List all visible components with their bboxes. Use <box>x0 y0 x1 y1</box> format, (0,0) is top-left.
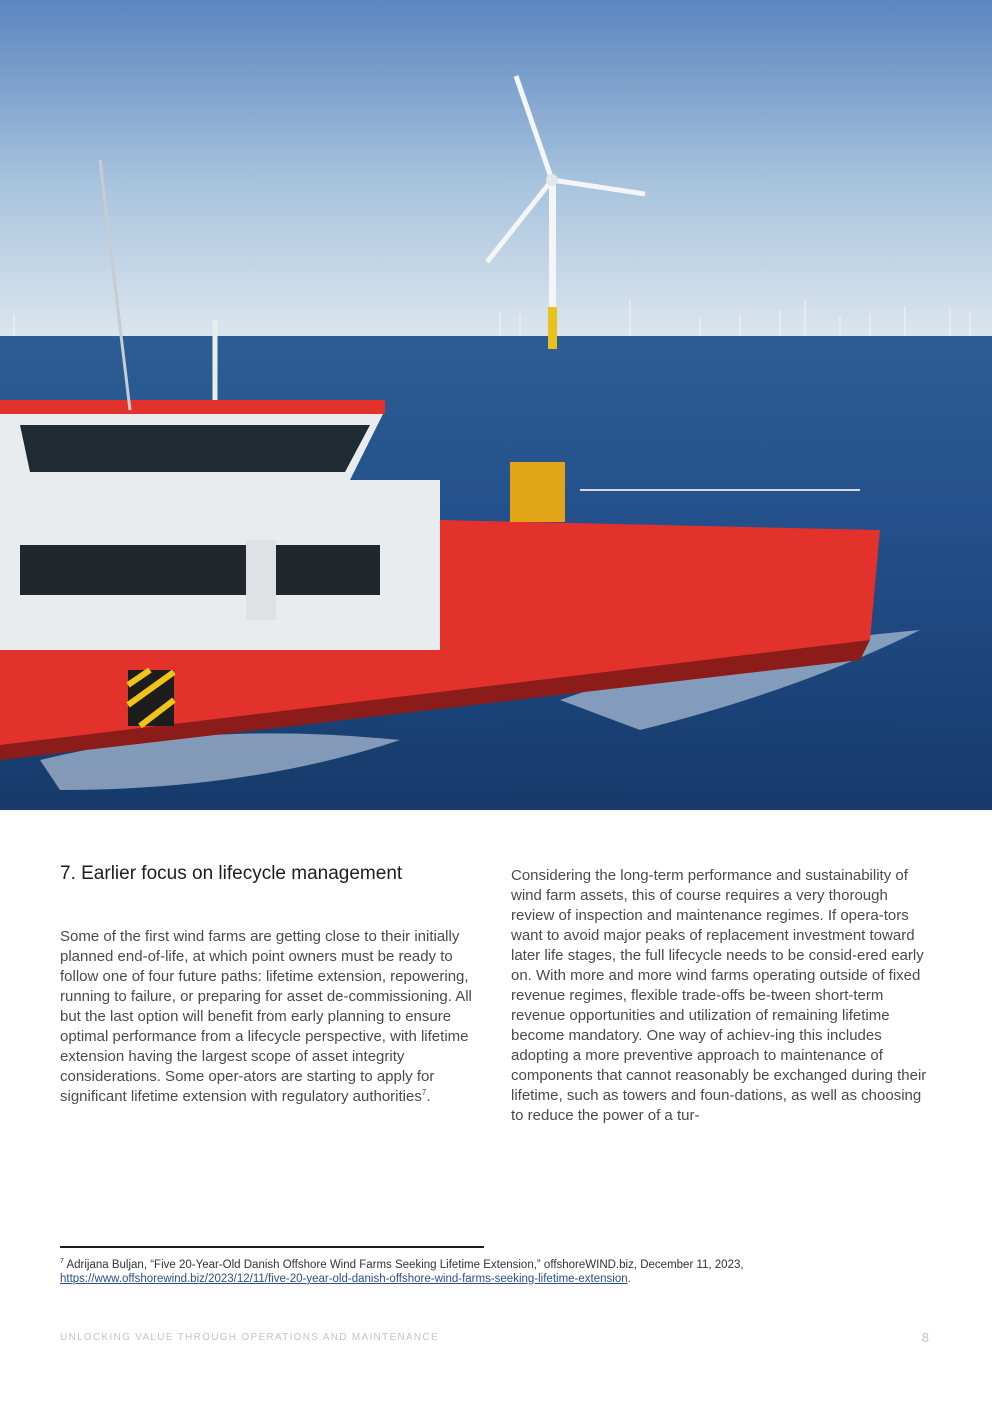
body-text-left <box>60 927 481 1107</box>
footnote <box>60 1255 930 1286</box>
footnote-divider <box>60 1246 484 1248</box>
body-text-left-end: . <box>426 1088 431 1105</box>
footnote-marker: 7 <box>60 1258 64 1265</box>
footnote-end: . <box>627 1272 631 1285</box>
body-text-right: Considering the long-term performance and sustainability of wind farm assets, this of course requires a very thorough review of inspection and maintenance regimes. If opera-tors want to avoid major peaks of replacement investment toward later life stages, the full lifecycle needs to be consid-ered early on. With more and more wind farms operating outside of fixed revenue regimes, flexible trade-offs be-tween short-term revenue opportunities and utilization of remaining lifetime become mandatory. One way of achiev-ing this includes adopting a more preventive approach to maintenance of components that cannot reasonably be exchanged during their lifetime, such as towers and foun-dations, as well as choosing to reduce the power of a tur- <box>511 867 927 1124</box>
sky <box>0 0 992 340</box>
body-text-left-content: Some of the first wind farms are getting close to their initially planned end-of-life, at which point owners must be ready to follow one of four future paths: lifetime extension, repowering, running to failure, or preparing for asset de-commissioning. All but the last option will benefit from early planning to ensure optimal performance from a lifecycle perspective, with lifetime extension having the largest scope of asset integrity considerations. Some oper-ators are starting to apply for significant lifetime extension with regulatory authorities <box>60 928 472 1105</box>
running-title: UNLOCKING VALUE THROUGH OPERATIONS AND MAINTENANCE <box>60 1332 439 1343</box>
section-heading: 7. Earlier focus on lifecycle management <box>60 863 403 884</box>
footnote-text: Adrijana Buljan, “Five 20-Year-Old Danish Offshore Wind Farms Seeking Lifetime Extension,” offshoreWIND.biz, December 11, 2023, <box>63 1258 744 1271</box>
footnote-link[interactable]: https://www.offshorewind.biz/2023/12/11/five-20-year-old-danish-offshore-wind-farms-seeking-lifetime-extension <box>60 1272 628 1285</box>
footnote-reference[interactable]: 7 <box>421 1088 427 1097</box>
page-number: 8 <box>921 1330 929 1345</box>
